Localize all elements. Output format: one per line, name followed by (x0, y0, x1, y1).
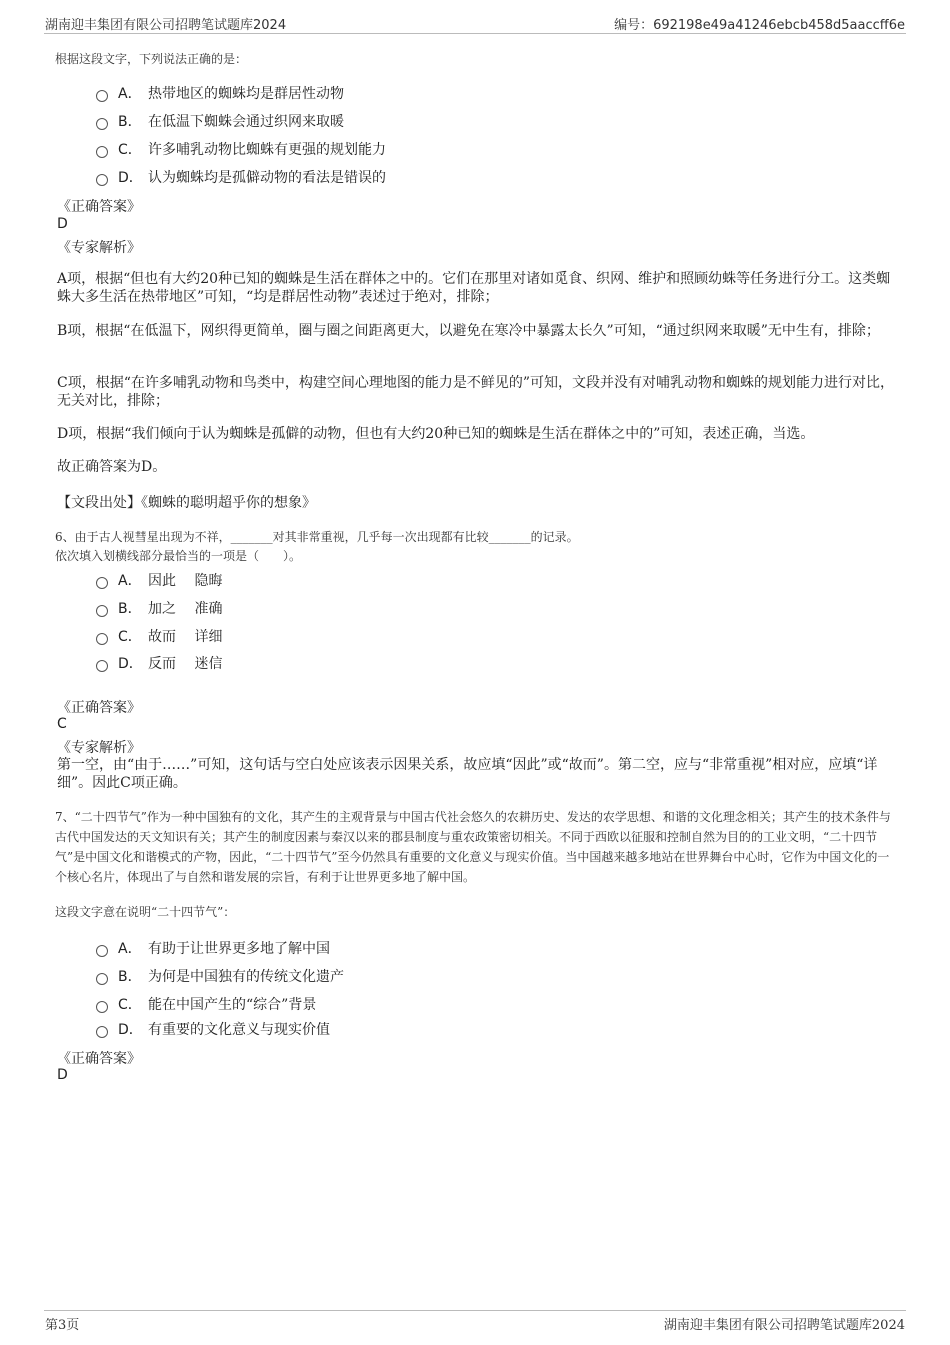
option-text: 为何是中国独有的传统文化遗产 (148, 969, 344, 985)
option-letter: B． (118, 969, 142, 985)
answer-value: D (57, 216, 68, 232)
analysis-paragraph: C项，根据“在许多哺乳动物和鸟类中，构建空间心理地图的能力是不鲜见的”可知，文段并没有对哺乳动物和蜘蛛的规划能力进行对比，无关对比，排除； (57, 375, 895, 409)
option-letter: A． (118, 86, 142, 102)
option-c[interactable] (96, 626, 222, 646)
radio-icon[interactable] (96, 1001, 108, 1013)
option-c[interactable] (96, 139, 386, 159)
option-text: 能在中国产生的“综合”背景 (148, 997, 317, 1013)
option-b[interactable] (96, 111, 344, 131)
question-stem: 这段文字意在说明“二十四节气”： (55, 905, 236, 919)
document-id: 编号：692198e49a41246ebcb458d5aaccff6e (614, 18, 905, 33)
option-letter: B． (118, 601, 142, 617)
option-a[interactable] (96, 83, 344, 103)
answer-label: 《正确答案》 (57, 199, 141, 215)
page-number: 第3页 (45, 1318, 80, 1333)
analysis-paragraph: A项，根据“但也有大约20种已知的蜘蛛是生活在群体之中的。它们在那里对诸如觅食、织网、维护和照顾幼蛛等任务进行分工。这类蜘蛛大多生活在热带地区”可知，“均是群居性动物”表述过于绝对，排除； (57, 271, 891, 305)
option-d[interactable] (96, 1019, 330, 1039)
radio-icon[interactable] (96, 633, 108, 645)
option-d[interactable] (96, 653, 222, 673)
radio-icon[interactable] (96, 660, 108, 672)
analysis-label: 《专家解析》 (57, 740, 141, 756)
radio-icon[interactable] (96, 605, 108, 617)
answer-label: 《正确答案》 (57, 1051, 141, 1067)
option-text: 认为蜘蛛均是孤僻动物的看法是错误的 (148, 170, 386, 186)
header-title: 湖南迎丰集团有限公司招聘笔试题库2024 (45, 18, 287, 33)
answer-value: D (57, 1067, 68, 1083)
radio-icon[interactable] (96, 973, 108, 985)
option-a[interactable] (96, 570, 222, 590)
answer-value: C (57, 716, 67, 732)
option-text: 反而 迷信 (148, 656, 223, 672)
source-citation: 【文段出处】《蜘蛛的聪明超乎你的想象》 (57, 495, 316, 511)
analysis-conclusion: 故正确答案为D。 (57, 459, 167, 475)
radio-icon[interactable] (96, 146, 108, 158)
radio-icon[interactable] (96, 1026, 108, 1038)
option-letter: C． (118, 142, 142, 158)
radio-icon[interactable] (96, 945, 108, 957)
option-text: 热带地区的蜘蛛均是群居性动物 (148, 86, 344, 102)
option-b[interactable] (96, 966, 344, 986)
option-letter: D． (118, 1022, 143, 1038)
radio-icon[interactable] (96, 174, 108, 186)
radio-icon[interactable] (96, 90, 108, 102)
analysis-paragraph: B项，根据“在低温下，网织得更简单，圈与圈之间距离更大，以避免在寒冷中暴露太长久”可知，“通过织网来取暖”无中生有，排除； (57, 323, 880, 339)
option-c[interactable] (96, 994, 316, 1014)
footer-title: 湖南迎丰集团有限公司招聘笔试题库2024 (663, 1318, 905, 1333)
question-passage: 7、“二十四节气”作为一种中国独有的文化，其产生的主观背景与中国古代社会悠久的农耕历史、发达的农学思想、和谐的文化理念相关；其产生的技术条件与古代中国发达的天文知识有关；其产生的制度因素与秦汉以来的郡县制度与重农政策密切相关。不同于西欧以征服和控制自然为目的的工业文明，“二十四节气”是中国文化和谐模式的产物，因此，“二十四节气”至今仍然具有重要的文化意义与现实价值。当中国越来越多地站在世界舞台中心时，它作为中国文化的一个核心名片，体现出了与自然和谐发展的宗旨，有利于让世界更多地了解中国。 (55, 810, 891, 884)
option-d[interactable] (96, 167, 386, 187)
footer-divider (44, 1310, 906, 1311)
option-text: 许多哺乳动物比蜘蛛有更强的规划能力 (148, 142, 386, 158)
option-letter: D． (118, 656, 143, 672)
question-stem: 6、由于古人视彗星出现为不祥，_______对其非常重视，几乎每一次出现都有比较_______的记录。 (55, 530, 579, 544)
option-letter: C． (118, 997, 142, 1013)
analysis-paragraph: D项，根据“我们倾向于认为蜘蛛是孤僻的动物，但也有大约20种已知的蜘蛛是生活在群体之中的”可知，表述正确，当选。 (57, 426, 815, 442)
answer-label: 《正确答案》 (57, 700, 141, 716)
header-divider (44, 33, 906, 34)
option-letter: C． (118, 629, 142, 645)
analysis-label: 《专家解析》 (57, 240, 141, 256)
option-letter: B． (118, 114, 142, 130)
analysis-paragraph: 第一空，由“由于……”可知，这句话与空白处应该表示因果关系，故应填“因此”或“故而”。第二空，应与“非常重视”相对应，应填“详细”。因此C项正确。 (57, 757, 878, 791)
option-text: 加之 准确 (148, 601, 223, 617)
option-text: 因此 隐晦 (148, 573, 223, 589)
radio-icon[interactable] (96, 118, 108, 130)
option-letter: D． (118, 170, 143, 186)
option-letter: A． (118, 941, 142, 957)
option-letter: A． (118, 573, 142, 589)
question-prompt: 依次填入划横线部分最恰当的一项是（ ）。 (55, 549, 302, 563)
option-a[interactable] (96, 938, 330, 958)
option-b[interactable] (96, 598, 222, 618)
radio-icon[interactable] (96, 577, 108, 589)
option-text: 有助于让世界更多地了解中国 (148, 941, 330, 957)
option-text: 在低温下蜘蛛会通过织网来取暖 (148, 114, 344, 130)
question-stem: 根据这段文字，下列说法正确的是： (55, 52, 248, 66)
option-text: 故而 详细 (148, 629, 223, 645)
option-text: 有重要的文化意义与现实价值 (148, 1022, 330, 1038)
